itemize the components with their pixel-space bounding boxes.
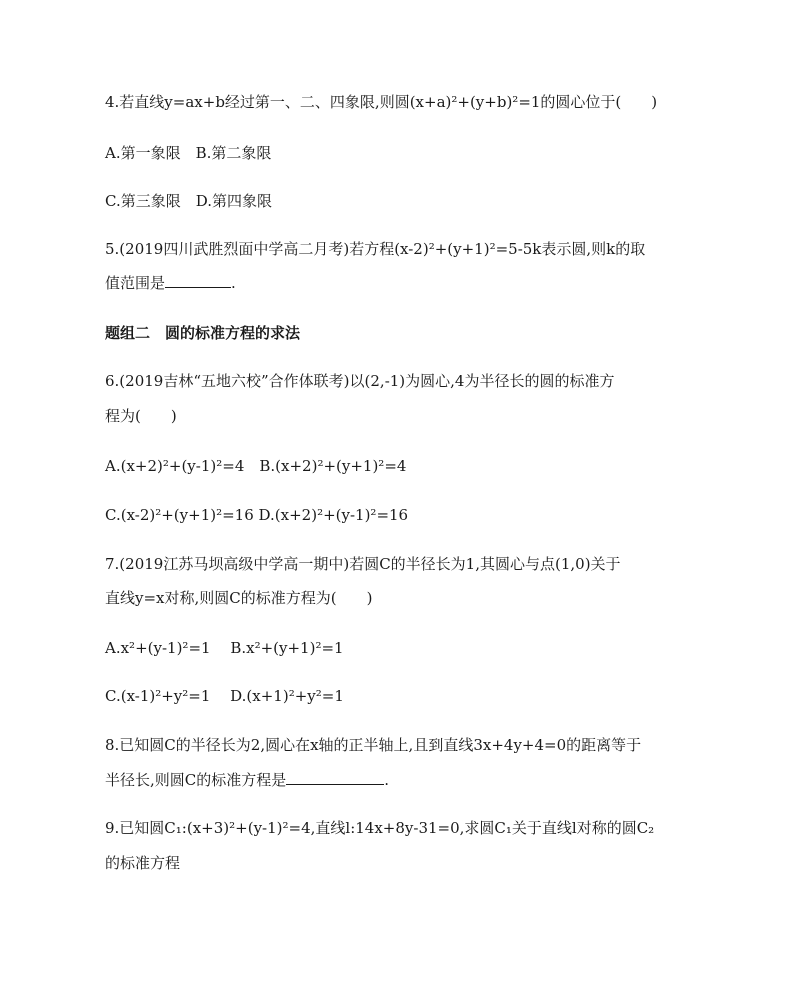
q5-stem-line2 (105, 273, 705, 293)
q9-stem-line1: 9.已知圆C₁:(x+3)²+(y-1)²=4,直线l:14x+8y-31=0,求圆C₁关于直线l对称的圆C₂ (105, 819, 655, 837)
q5-stem-prefix: 值范围是 (105, 274, 166, 292)
q5-stem-line1: 5.(2019四川武胜烈面中学高二月考)若方程(x-2)²+(y+1)²=5-5k表示圆,则k的取 (105, 240, 646, 258)
q6-options-ab: A.(x+2)²+(y-1)²=4 B.(x+2)²+(y+1)²=4 (105, 457, 407, 475)
q7-options-ab: A.x²+(y-1)²=1 B.x²+(y+1)²=1 (105, 639, 344, 657)
q4-options-ab: A.第一象限 B.第二象限 (105, 144, 272, 162)
section-heading: 题组二 圆的标准方程的求法 (105, 324, 301, 342)
q4-stem: 4.若直线y=ax+b经过第一、二、四象限,则圆(x+a)²+(y+b)²=1的圆心位于( ) (105, 93, 658, 111)
q6-options-cd: C.(x-2)²+(y+1)²=16 D.(x+2)²+(y-1)²=16 (105, 506, 409, 524)
q8-answer-blank (286, 770, 384, 785)
q5-stem-suffix: . (231, 274, 236, 292)
q6-stem-line2: 程为( ) (105, 407, 177, 425)
q8-stem-suffix: . (384, 771, 390, 789)
q5-answer-blank (165, 273, 231, 288)
q8-stem-line1: 8.已知圆C的半径长为2,圆心在x轴的正半轴上,且到直线3x+4y+4=0的距离等于 (105, 736, 642, 754)
q7-options-cd: C.(x-1)²+y²=1 D.(x+1)²+y²=1 (105, 687, 344, 705)
q4-options-cd: C.第三象限 D.第四象限 (105, 192, 272, 210)
q9-stem-line2: 的标准方程 (105, 854, 181, 872)
q8-stem-prefix: 半径长,则圆C的标准方程是 (105, 771, 287, 789)
q8-stem-line2 (105, 770, 705, 790)
q7-stem-line2: 直线y=x对称,则圆C的标准方程为( ) (105, 589, 373, 607)
q6-stem-line1: 6.(2019吉林“五地六校”合作体联考)以(2,-1)为圆心,4为半径长的圆的标准方 (105, 372, 615, 390)
q7-stem-line1: 7.(2019江苏马坝高级中学高一期中)若圆C的半径长为1,其圆心与点(1,0)关于 (105, 555, 621, 573)
